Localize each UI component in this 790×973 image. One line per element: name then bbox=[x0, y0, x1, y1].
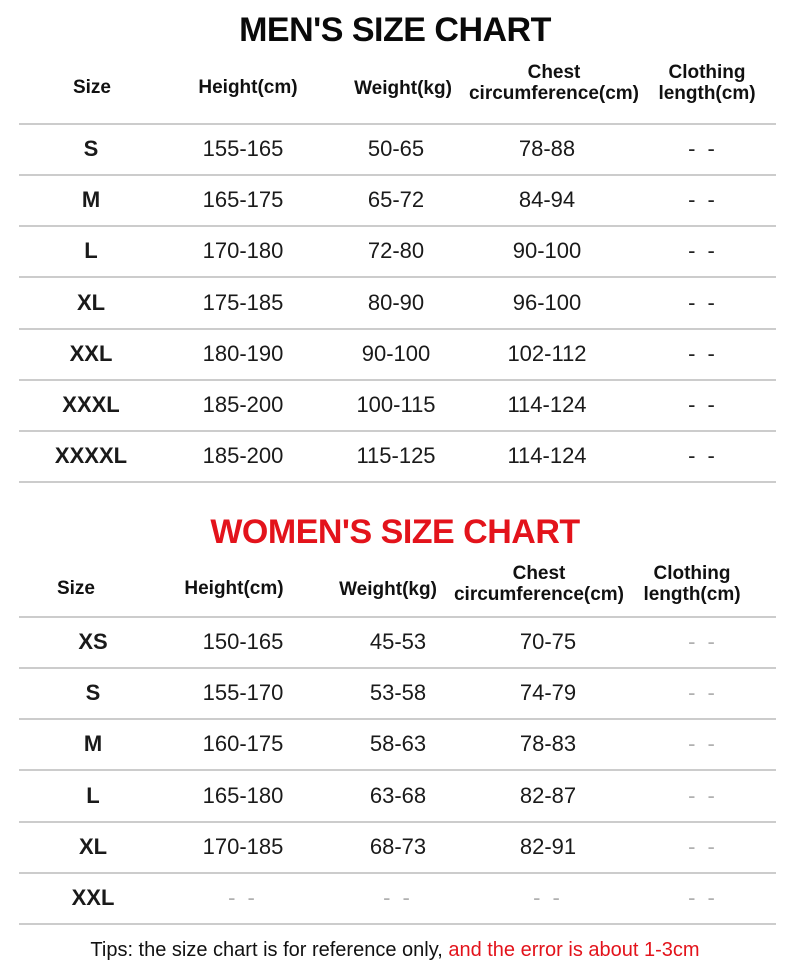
women-cell-weight: 58-63 bbox=[369, 731, 427, 757]
men-cell-size: XXXXL bbox=[54, 443, 128, 469]
men-row-divider bbox=[19, 481, 776, 483]
women-header-length-line1: Clothing bbox=[653, 563, 731, 584]
men-header-chest bbox=[463, 62, 645, 104]
women-cell-chest: 82-91 bbox=[519, 833, 577, 859]
women-cell-length: - - bbox=[688, 731, 718, 757]
women-header-length-line2: length(cm) bbox=[643, 584, 741, 605]
women-cell-height: - - bbox=[228, 885, 258, 910]
men-cell-chest: 102-112 bbox=[507, 340, 587, 366]
men-row-divider bbox=[19, 276, 776, 278]
men-cell-height: 180-190 bbox=[202, 340, 284, 366]
men-header-clothing-length bbox=[650, 62, 764, 104]
women-cell-size: M bbox=[83, 731, 103, 757]
women-cell-height: 150-165 bbox=[202, 629, 284, 654]
men-header-divider bbox=[19, 123, 776, 125]
women-header-divider bbox=[19, 616, 776, 618]
women-cell-weight: 53-58 bbox=[369, 680, 427, 706]
men-cell-length: - - bbox=[688, 136, 718, 161]
men-header-chest-line2: circumference(cm) bbox=[468, 83, 640, 104]
women-cell-length: - - bbox=[688, 782, 718, 808]
men-cell-weight: 80-90 bbox=[367, 289, 425, 315]
women-cell-weight: - - bbox=[383, 885, 413, 910]
men-cell-weight: 115-125 bbox=[356, 443, 436, 469]
men-cell-weight: 72-80 bbox=[367, 238, 425, 264]
women-cell-chest: 70-75 bbox=[519, 629, 577, 654]
men-cell-height: 155-165 bbox=[202, 136, 284, 161]
women-cell-size: XS bbox=[78, 629, 108, 654]
women-cell-height: 170-185 bbox=[202, 833, 284, 859]
men-header-height: Height(cm) bbox=[198, 77, 298, 98]
tips-text: Tips: the size chart is for reference only, bbox=[90, 939, 449, 961]
men-cell-weight: 50-65 bbox=[367, 136, 425, 161]
men-cell-length: - - bbox=[688, 187, 718, 213]
men-cell-weight: 90-100 bbox=[361, 340, 431, 366]
men-cell-height: 185-200 bbox=[202, 443, 284, 469]
women-cell-length: - - bbox=[688, 833, 718, 859]
men-cell-size: M bbox=[81, 187, 101, 213]
women-cell-size: S bbox=[85, 680, 101, 706]
women-cell-chest: 74-79 bbox=[519, 680, 577, 706]
women-cell-size: XL bbox=[78, 833, 108, 859]
men-cell-height: 185-200 bbox=[202, 392, 284, 417]
men-cell-length: - - bbox=[688, 238, 718, 264]
women-header-weight: Weight(kg) bbox=[339, 579, 437, 600]
women-header-chest-line1: Chest bbox=[512, 563, 566, 584]
men-header-length-line1: Clothing bbox=[668, 62, 746, 83]
women-cell-length: - - bbox=[688, 885, 718, 910]
women-row-divider bbox=[19, 872, 776, 874]
men-row-divider bbox=[19, 430, 776, 432]
men-cell-height: 175-185 bbox=[202, 289, 284, 315]
women-cell-chest: - - bbox=[533, 885, 563, 910]
men-cell-length: - - bbox=[688, 340, 718, 366]
women-row-divider bbox=[19, 667, 776, 669]
tips-note bbox=[0, 938, 790, 962]
men-header-length-line2: length(cm) bbox=[658, 83, 756, 104]
women-cell-chest: 82-87 bbox=[519, 782, 577, 808]
men-row-divider bbox=[19, 174, 776, 176]
women-cell-length: - - bbox=[688, 680, 718, 706]
men-cell-length: - - bbox=[688, 392, 718, 417]
women-cell-size: L bbox=[86, 782, 100, 808]
men-cell-chest: 90-100 bbox=[512, 238, 582, 264]
women-cell-weight: 45-53 bbox=[369, 629, 427, 654]
women-cell-height: 165-180 bbox=[202, 782, 284, 808]
men-header-chest-line1: Chest bbox=[527, 62, 581, 83]
women-cell-size: XXL bbox=[71, 885, 115, 910]
women-size-chart-title: WOMEN'S SIZE CHART bbox=[210, 513, 580, 551]
women-header-chest bbox=[448, 563, 630, 605]
men-header-size: Size bbox=[72, 77, 112, 98]
women-row-divider bbox=[19, 718, 776, 720]
men-cell-length: - - bbox=[688, 443, 718, 469]
men-size-chart-title: MEN'S SIZE CHART bbox=[239, 11, 551, 49]
women-row-divider bbox=[19, 821, 776, 823]
men-cell-size: L bbox=[84, 238, 98, 264]
men-cell-length: - - bbox=[688, 289, 718, 315]
women-cell-height: 155-170 bbox=[202, 680, 284, 706]
men-cell-chest: 114-124 bbox=[507, 392, 587, 417]
women-header-size: Size bbox=[56, 578, 96, 599]
men-header-weight: Weight(kg) bbox=[354, 78, 452, 99]
men-cell-size: S bbox=[83, 136, 99, 161]
men-cell-size: XXL bbox=[69, 340, 113, 366]
men-cell-size: XL bbox=[76, 289, 106, 315]
women-cell-weight: 68-73 bbox=[369, 833, 427, 859]
women-header-chest-line2: circumference(cm) bbox=[453, 584, 625, 605]
men-cell-height: 170-180 bbox=[202, 238, 284, 264]
men-cell-weight: 65-72 bbox=[367, 187, 425, 213]
men-cell-chest: 96-100 bbox=[512, 289, 582, 315]
women-header-clothing-length bbox=[635, 563, 749, 605]
women-cell-weight: 63-68 bbox=[369, 782, 427, 808]
men-cell-chest: 84-94 bbox=[518, 187, 576, 213]
women-row-divider bbox=[19, 923, 776, 925]
men-cell-weight: 100-115 bbox=[356, 392, 436, 417]
women-row-divider bbox=[19, 769, 776, 771]
men-cell-size: XXXL bbox=[62, 392, 120, 417]
men-cell-chest: 78-88 bbox=[518, 136, 576, 161]
women-cell-height: 160-175 bbox=[202, 731, 284, 757]
men-row-divider bbox=[19, 328, 776, 330]
women-cell-chest: 78-83 bbox=[519, 731, 577, 757]
women-header-height: Height(cm) bbox=[184, 578, 284, 599]
men-row-divider bbox=[19, 225, 776, 227]
men-cell-chest: 114-124 bbox=[507, 443, 587, 469]
men-row-divider bbox=[19, 379, 776, 381]
tips-error-highlight: and the error is about 1-3cm bbox=[448, 939, 700, 961]
women-cell-length: - - bbox=[688, 629, 718, 654]
men-cell-height: 165-175 bbox=[202, 187, 284, 213]
